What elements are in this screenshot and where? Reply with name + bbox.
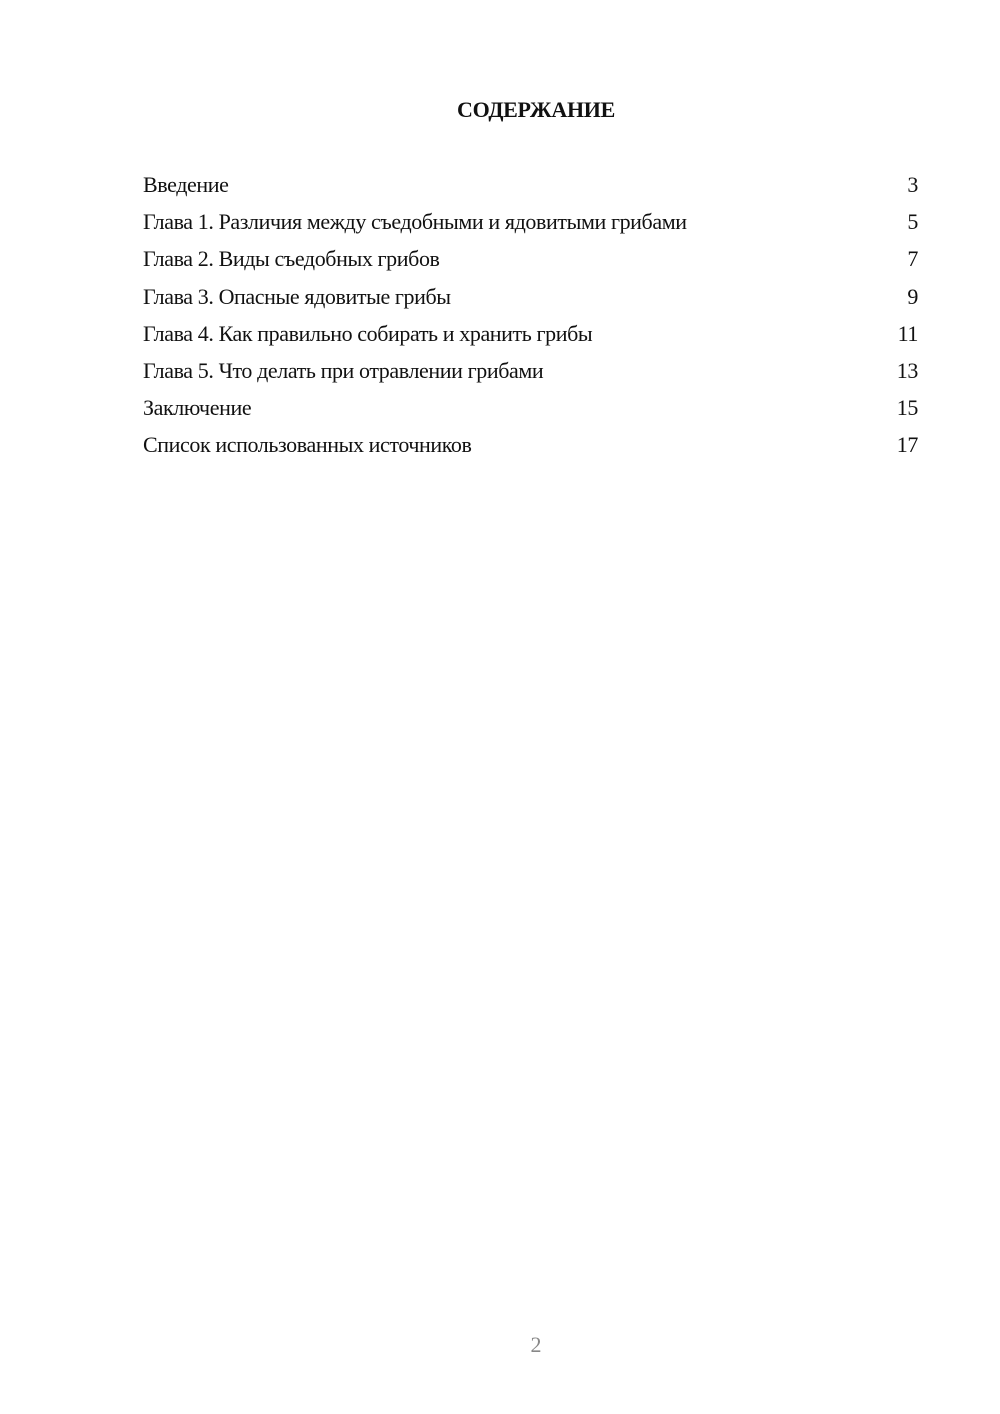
- toc-entry: [143, 282, 918, 319]
- toc-entry-page: 15: [896, 395, 918, 421]
- toc-entry: [143, 244, 918, 281]
- toc-entry-label: Введение: [143, 172, 229, 197]
- toc-entry-page: 11: [897, 320, 918, 346]
- toc-entry: [143, 170, 918, 207]
- toc-entry-label: Глава 2. Виды съедобных грибов: [143, 246, 440, 272]
- toc-entry: [143, 356, 918, 393]
- toc-entry-page: 9: [907, 283, 918, 309]
- toc-entry: [143, 393, 918, 430]
- page-number: 2: [530, 1332, 542, 1357]
- toc-entry-page: 3: [907, 172, 918, 197]
- toc-entry-page: 13: [896, 357, 918, 383]
- toc-entry-page: 7: [907, 246, 918, 272]
- toc-entry-label: Заключение: [143, 395, 252, 421]
- toc-entry-label: Глава 5. Что делать при отравлении грибами: [143, 357, 544, 383]
- toc-entry: [143, 207, 918, 244]
- toc-entry-label: Глава 4. Как правильно собирать и хранить грибы: [143, 320, 593, 346]
- toc-entry: [143, 430, 918, 467]
- toc-entry-label: Список использованных источников: [143, 432, 472, 458]
- toc-entry: [143, 319, 918, 356]
- table-of-contents: [143, 170, 918, 468]
- toc-entry-label: Глава 1. Различия между съедобными и ядовитыми грибами: [143, 209, 687, 235]
- toc-entry-label: Глава 3. Опасные ядовитые грибы: [143, 283, 451, 309]
- toc-entry-page: 5: [907, 209, 918, 235]
- page-title: СОДЕРЖАНИЕ: [457, 97, 615, 122]
- toc-entry-page: 17: [896, 432, 918, 458]
